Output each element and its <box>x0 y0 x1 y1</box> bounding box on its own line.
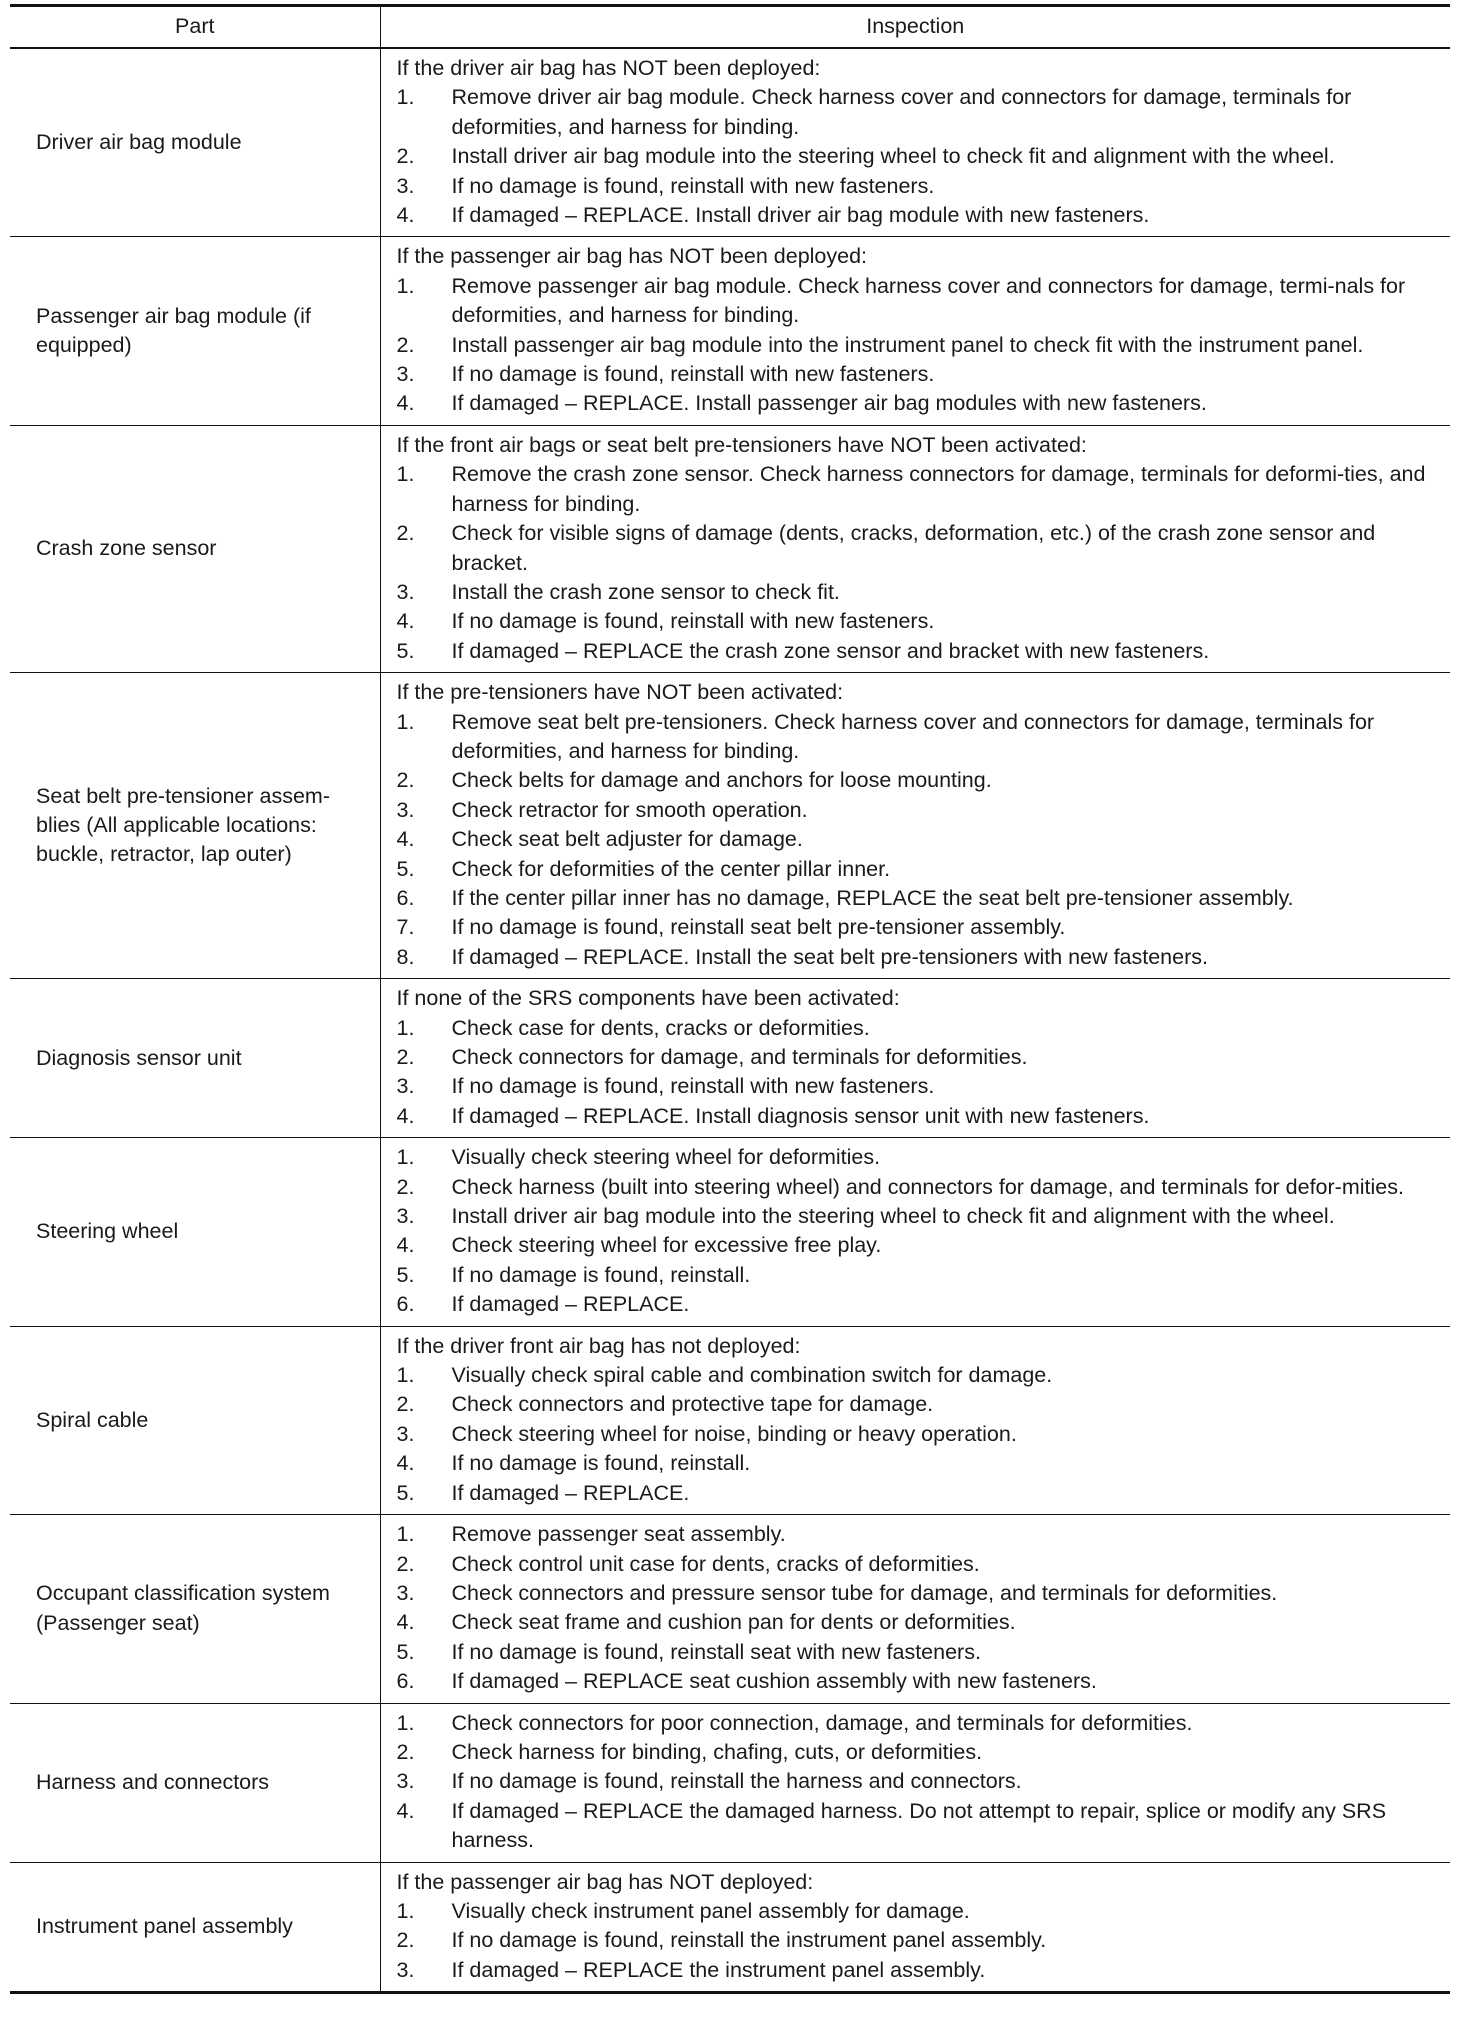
step-number: 1. <box>396 273 415 298</box>
step-text: Check harness (built into steering wheel) and connectors for damage, and terminals for defor-mities. <box>451 1174 1404 1199</box>
part-cell <box>10 1703 380 1862</box>
part-name: Occupant classification system (Passenger seat) <box>36 1581 330 1635</box>
step-text: If no damage is found, reinstall the instrument panel assembly. <box>451 1928 1047 1953</box>
step-number: 3. <box>396 1074 415 1099</box>
step-text: Check seat frame and cushion pan for dents or deformities. <box>451 1610 1016 1635</box>
inspection-steps <box>397 272 1443 419</box>
step-text: Check connectors and pressure sensor tube for damage, and terminals for deformities. <box>451 1580 1278 1605</box>
inspection-step <box>397 83 1443 142</box>
step-number: 6. <box>396 1292 415 1317</box>
step-text: Check harness for binding, chafing, cuts, or deformities. <box>451 1739 983 1764</box>
part-name: Spiral cable <box>36 1407 149 1432</box>
table-row <box>10 1138 1450 1326</box>
step-number: 4. <box>396 609 415 634</box>
table-row <box>10 673 1450 979</box>
step-number: 4. <box>396 203 415 228</box>
inspection-condition: If the front air bags or seat belt pre-tensioners have NOT been activated: <box>396 432 1087 457</box>
inspection-cell <box>380 1703 1450 1862</box>
step-text: If no damage is found, reinstall with new fasteners. <box>451 173 935 198</box>
step-number: 5. <box>396 1639 415 1664</box>
inspection-step <box>397 360 1443 389</box>
inspection-condition: If the passenger air bag has NOT been deployed: <box>396 244 868 269</box>
part-name: Seat belt pre-tensioner assem-blies (All applicable locations: buckle, retractor, lap outer) <box>36 783 330 867</box>
inspection-steps <box>397 1143 1443 1319</box>
part-cell <box>10 979 380 1138</box>
inspection-step <box>397 1667 1443 1696</box>
step-number: 4. <box>396 827 415 852</box>
step-text: If no damage is found, reinstall the harness and connectors. <box>451 1769 1022 1794</box>
inspection-step <box>397 1797 1443 1856</box>
inspection-steps <box>397 1361 1443 1508</box>
step-text: Visually check spiral cable and combination switch for damage. <box>451 1363 1053 1388</box>
part-name: Driver air bag module <box>36 130 242 155</box>
step-text: Install the crash zone sensor to check fit. <box>451 579 840 604</box>
inspection-cell <box>380 48 1450 237</box>
part-cell <box>10 1862 380 1993</box>
step-number: 3. <box>396 1769 415 1794</box>
inspection-step <box>397 766 1443 795</box>
step-text: Check for visible signs of damage (dents, cracks, deformation, etc.) of the crash zone sensor and bracket. <box>451 521 1376 575</box>
step-number: 1. <box>396 1522 415 1547</box>
part-name: Steering wheel <box>36 1219 179 1244</box>
header-row <box>10 6 1450 49</box>
step-number: 1. <box>396 1898 415 1923</box>
step-text: If no damage is found, reinstall. <box>451 1262 751 1287</box>
step-text: Check case for dents, cracks or deformities. <box>451 1015 870 1040</box>
step-number: 4. <box>396 1103 415 1128</box>
step-number: 1. <box>396 462 415 487</box>
step-text: Remove passenger air bag module. Check harness cover and connectors for damage, termi-nals for deformities, and harness for binding. <box>451 273 1406 328</box>
step-number: 1. <box>396 1145 415 1170</box>
step-text: Install driver air bag module into the steering wheel to check fit and alignment with the wheel. <box>451 1204 1335 1229</box>
step-number: 6. <box>396 885 415 910</box>
inspection-step <box>397 825 1443 854</box>
inspection-step <box>397 1072 1443 1101</box>
inspection-step <box>397 389 1443 418</box>
step-number: 1. <box>396 85 415 110</box>
step-text: If no damage is found, reinstall with new fasteners. <box>451 1074 935 1099</box>
step-number: 7. <box>396 915 415 940</box>
step-text: If damaged – REPLACE. <box>451 1292 690 1317</box>
part-name: Diagnosis sensor unit <box>36 1045 242 1070</box>
inspection-step <box>397 1361 1443 1390</box>
step-number: 2. <box>396 1928 415 1953</box>
inspection-steps <box>397 460 1443 666</box>
inspection-step <box>397 1579 1443 1608</box>
step-text: If no damage is found, reinstall seat belt pre-tensioner assembly. <box>451 915 1066 940</box>
inspection-steps <box>397 1897 1443 1985</box>
step-text: If damaged – REPLACE. Install passenger air bag modules with new fasteners. <box>451 391 1207 416</box>
inspection-step <box>397 855 1443 884</box>
part-cell <box>10 48 380 237</box>
step-text: Remove driver air bag module. Check harness cover and connectors for damage, terminals for deformities, and harness for binding. <box>451 85 1352 139</box>
step-number: 2. <box>396 1392 415 1417</box>
step-number: 4. <box>396 1451 415 1476</box>
inspection-cell <box>380 673 1450 979</box>
inspection-step <box>397 331 1443 360</box>
inspection-step <box>397 172 1443 201</box>
step-text: Check connectors for damage, and terminals for deformities. <box>451 1045 1028 1069</box>
step-text: Remove passenger seat assembly. <box>451 1522 786 1547</box>
inspection-steps <box>397 708 1443 973</box>
step-text: Check belts for damage and anchors for loose mounting. <box>451 768 992 793</box>
step-number: 6. <box>396 1669 415 1694</box>
table-row <box>10 425 1450 672</box>
step-number: 3. <box>396 1421 415 1446</box>
part-cell <box>10 237 380 425</box>
step-text: If the center pillar inner has no damage, REPLACE the seat belt pre-tensioner assembly. <box>451 885 1294 910</box>
part-name: Passenger air bag module (if equipped) <box>36 303 311 358</box>
step-number: 1. <box>396 1710 415 1735</box>
step-text: Visually check steering wheel for deformities. <box>451 1145 881 1170</box>
inspection-condition: If the passenger air bag has NOT deployed: <box>396 1869 814 1894</box>
step-text: If damaged – REPLACE. Install the seat belt pre-tensioners with new fasteners. <box>451 944 1208 969</box>
inspection-step <box>397 884 1443 913</box>
step-text: Visually check instrument panel assembly for damage. <box>451 1898 970 1923</box>
inspection-step <box>397 1390 1443 1419</box>
inspection-cell <box>380 1326 1450 1514</box>
step-number: 3. <box>396 173 415 198</box>
part-name: Instrument panel assembly <box>36 1914 293 1939</box>
inspection-step <box>397 1550 1443 1579</box>
inspection-step <box>397 1290 1443 1319</box>
step-text: If damaged – REPLACE. Install diagnosis sensor unit with new fasteners. <box>451 1103 1150 1128</box>
step-number: 2. <box>396 332 415 357</box>
inspection-cell <box>380 237 1450 425</box>
step-text: Check steering wheel for excessive free play. <box>451 1233 882 1258</box>
step-text: If no damage is found, reinstall with new fasteners. <box>451 362 935 387</box>
step-text: Check connectors and protective tape for damage. <box>451 1392 934 1417</box>
step-number: 2. <box>396 1045 415 1069</box>
step-text: Install driver air bag module into the steering wheel to check fit and alignment with the wheel. <box>451 144 1335 169</box>
inspection-step <box>397 1202 1443 1231</box>
inspection-step <box>397 1738 1443 1767</box>
step-text: Install passenger air bag module into the instrument panel to check fit with the instrument panel. <box>451 332 1364 357</box>
part-name: Crash zone sensor <box>36 536 217 561</box>
inspection-condition: If none of the SRS components have been activated: <box>396 986 900 1011</box>
inspection-step <box>397 142 1443 171</box>
inspection-step <box>397 1261 1443 1290</box>
part-column-header: Part <box>10 6 380 49</box>
step-number: 3. <box>396 1204 415 1229</box>
step-text: If damaged – REPLACE. Install driver air bag module with new fasteners. <box>451 203 1150 228</box>
part-cell <box>10 1138 380 1326</box>
table-row <box>10 979 1450 1138</box>
inspection-step <box>397 1231 1443 1260</box>
step-text: Check for deformities of the center pillar inner. <box>451 856 891 881</box>
step-number: 5. <box>396 1262 415 1287</box>
part-cell <box>10 1515 380 1703</box>
inspection-cell <box>380 1515 1450 1703</box>
step-number: 5. <box>396 856 415 881</box>
table-row <box>10 48 1450 237</box>
inspection-step <box>397 1173 1443 1202</box>
inspection-step <box>397 1897 1443 1926</box>
table-row <box>10 1326 1450 1514</box>
step-text: If damaged – REPLACE the instrument panel assembly. <box>451 1957 986 1982</box>
part-name: Harness and connectors <box>36 1769 270 1794</box>
step-number: 4. <box>396 1798 415 1823</box>
step-number: 2. <box>396 1174 415 1199</box>
inspection-cell <box>380 979 1450 1138</box>
inspection-steps <box>397 83 1443 230</box>
inspection-step <box>397 1638 1443 1667</box>
step-number: 1. <box>396 1363 415 1388</box>
step-text: If no damage is found, reinstall. <box>451 1451 751 1476</box>
inspection-step <box>397 1143 1443 1172</box>
step-number: 2. <box>396 768 415 793</box>
inspection-step <box>397 1767 1443 1796</box>
table-body <box>10 48 1450 1993</box>
inspection-step <box>397 1956 1443 1985</box>
inspection-step <box>397 1479 1443 1508</box>
inspection-condition: If the driver air bag has NOT been deployed: <box>396 56 821 80</box>
step-number: 5. <box>396 638 415 663</box>
step-text: If damaged – REPLACE. <box>451 1480 690 1505</box>
step-number: 1. <box>396 709 415 734</box>
step-number: 2. <box>396 1739 415 1764</box>
inspection-condition: If the driver front air bag has not deployed: <box>396 1333 801 1358</box>
step-text: Check steering wheel for noise, binding or heavy operation. <box>451 1421 1017 1446</box>
part-cell <box>10 1326 380 1514</box>
inspection-step <box>397 460 1443 519</box>
inspection-cell <box>380 425 1450 672</box>
step-number: 4. <box>396 1233 415 1258</box>
inspection-step <box>397 1709 1443 1738</box>
step-number: 3. <box>396 579 415 604</box>
step-number: 3. <box>396 1957 415 1982</box>
inspection-step <box>397 1449 1443 1478</box>
part-cell <box>10 673 380 979</box>
inspection-step <box>397 1608 1443 1637</box>
step-text: Check connectors for poor connection, damage, and terminals for deformities. <box>451 1710 1193 1735</box>
inspection-step <box>397 201 1443 230</box>
inspection-steps <box>397 1709 1443 1856</box>
step-text: Check retractor for smooth operation. <box>451 797 808 822</box>
inspection-condition: If the pre-tensioners have NOT been activated: <box>396 680 844 705</box>
step-number: 3. <box>396 1580 415 1605</box>
inspection-step <box>397 708 1443 767</box>
table-row <box>10 237 1450 425</box>
step-text: Check control unit case for dents, cracks of deformities. <box>451 1551 980 1576</box>
inspection-step <box>397 943 1443 972</box>
inspection-step <box>397 1420 1443 1449</box>
inspection-column-header: Inspection <box>380 6 1450 49</box>
table-row <box>10 1862 1450 1993</box>
inspection-step <box>397 1102 1443 1131</box>
inspection-step <box>397 1043 1443 1072</box>
step-text: If damaged – REPLACE seat cushion assembly with new fasteners. <box>451 1669 1097 1694</box>
step-text: If no damage is found, reinstall seat with new fasteners. <box>451 1639 981 1664</box>
table-row <box>10 1515 1450 1703</box>
inspection-cell <box>380 1862 1450 1993</box>
inspection-steps <box>397 1014 1443 1132</box>
inspection-cell <box>380 1138 1450 1326</box>
inspection-step <box>397 578 1443 607</box>
step-text: Remove the crash zone sensor. Check harness connectors for damage, terminals for deformi-ties, and harness for binding. <box>451 462 1426 516</box>
step-number: 5. <box>396 1480 415 1505</box>
step-text: If damaged – REPLACE the damaged harness. Do not attempt to repair, splice or modify any SRS harness. <box>451 1798 1387 1853</box>
inspection-step <box>397 796 1443 825</box>
step-text: If damaged – REPLACE the crash zone sensor and bracket with new fasteners. <box>451 638 1210 663</box>
part-cell <box>10 425 380 672</box>
table-row <box>10 1703 1450 1862</box>
inspection-step <box>397 913 1443 942</box>
step-text: Check seat belt adjuster for damage. <box>451 827 803 852</box>
step-number: 3. <box>396 362 415 387</box>
step-number: 2. <box>396 1551 415 1576</box>
step-number: 4. <box>396 391 415 416</box>
inspection-step <box>397 607 1443 636</box>
step-text: If no damage is found, reinstall with new fasteners. <box>451 609 935 634</box>
inspection-step <box>397 1520 1443 1549</box>
inspection-table <box>10 4 1450 1994</box>
step-text: Remove seat belt pre-tensioners. Check harness cover and connectors for damage, terminals for deformities, and harness for binding. <box>451 709 1375 763</box>
inspection-step <box>397 519 1443 578</box>
step-number: 8. <box>396 944 415 969</box>
inspection-steps <box>397 1520 1443 1696</box>
step-number: 2. <box>396 144 415 169</box>
step-number: 4. <box>396 1610 415 1635</box>
inspection-step <box>397 1926 1443 1955</box>
inspection-step <box>397 1014 1443 1043</box>
step-number: 1. <box>396 1015 415 1040</box>
step-number: 3. <box>396 797 415 822</box>
inspection-step <box>397 637 1443 666</box>
inspection-step <box>397 272 1443 331</box>
step-number: 2. <box>396 521 415 546</box>
